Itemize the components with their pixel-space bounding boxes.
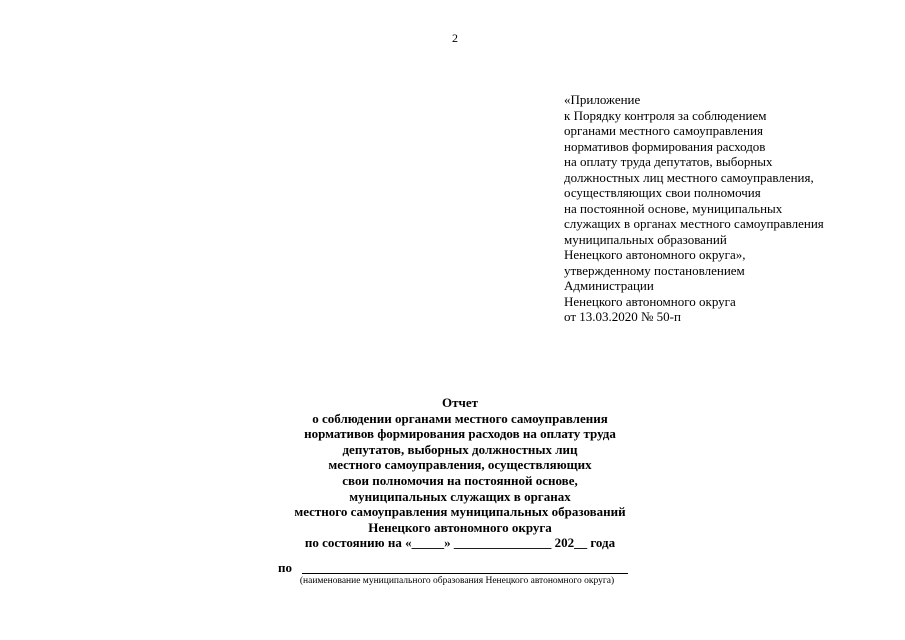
appendix-line: от 13.03.2020 № 50-п [564,309,681,324]
appendix-line: органами местного самоуправления [564,123,764,138]
page-number: 2 [452,31,458,45]
report-heading [250,395,670,551]
report-line: о соблюдении органами местного самоуправления [312,410,608,426]
appendix-line: должностных лиц местного самоуправления, [564,169,814,185]
appendix-line: Администрации [564,278,654,293]
appendix-line: на постоянной основе, муниципальных [564,200,783,216]
appendix-line: «Приложение [564,92,641,107]
appendix-line: муниципальных образований [564,231,727,247]
report-line: Ненецкого автономного округа [368,519,552,535]
report-line: свои полномочия на постоянной основе, [342,472,578,488]
municipality-caption: (наименование муниципального образования Ненецкого автономного округа) [299,576,615,586]
report-line: местного самоуправления, осуществляющих [328,457,592,473]
appendix-line: Ненецкого автономного округа», [564,247,746,262]
municipality-prefix: по [278,560,292,575]
municipality-underline [302,573,628,574]
appendix-line: на оплату труда депутатов, выборных [564,154,773,169]
report-date-line: по состоянию на «_____» _______________ 202__ года [304,535,616,551]
report-line: нормативов формирования расходов на оплату труда [304,426,616,442]
appendix-block [564,92,899,325]
report-line: депутатов, выборных должностных лиц [342,441,578,457]
appendix-line: нормативов формирования расходов [564,138,766,154]
appendix-line: к Порядку контроля за соблюдением [564,107,767,123]
appendix-line: Ненецкого автономного округа [564,293,736,309]
appendix-line: служащих в органах местного самоуправления [564,216,824,231]
report-line: муниципальных служащих в органах [349,488,571,504]
municipality-field [278,560,628,576]
report-line: местного самоуправления муниципальных образований [294,504,626,520]
appendix-line: осуществляющих свои полномочия [564,185,761,200]
appendix-line: утвержденному постановлением [564,262,745,278]
report-title: Отчет [442,395,478,410]
